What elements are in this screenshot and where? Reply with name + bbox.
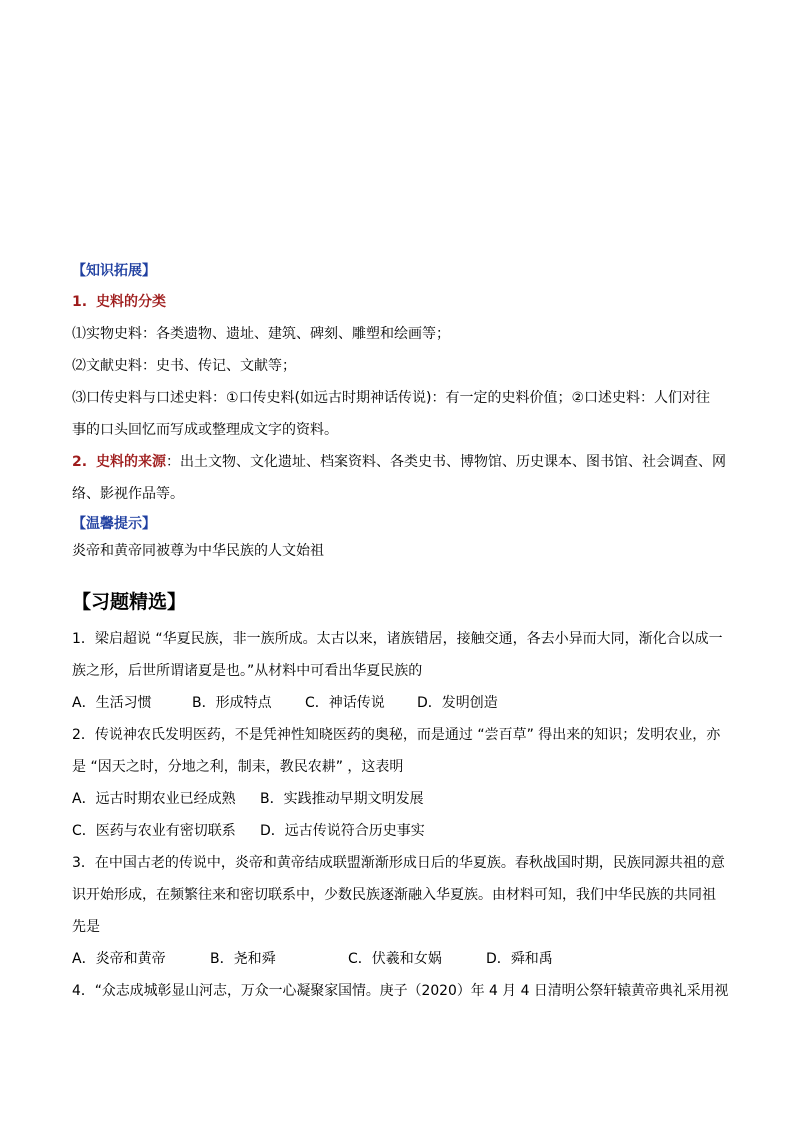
- q3-line-c: 先是: [72, 919, 100, 935]
- q2-line-b: 是 “因天之时，分地之利，制耒，教民农耕” ，这表明: [72, 759, 404, 775]
- knowledge-item-1-title: [72, 292, 166, 312]
- tip-text: 炎帝和黄帝同被尊为中华民族的人文始祖: [72, 543, 324, 559]
- item-text: ：出土文物、文化遗址、档案资料、各类史书、博物馆、历史课本、图书馆、社会调查、网: [165, 454, 726, 470]
- knowledge-sub-3-line-a: ⑶口传史料与口述史料：①口传史料(如远古时期神话传说)：有一定的史料价值；②口述史料：人们对往: [72, 390, 711, 406]
- item-title: 史料的来源: [95, 454, 166, 470]
- q1-options: [72, 693, 498, 713]
- q3-options: [72, 949, 553, 969]
- q3-option-a[interactable]: A．炎帝和黄帝: [72, 951, 166, 967]
- item-number: 1.: [72, 294, 88, 310]
- knowledge-item-2-line-b: 络、影视作品等。: [72, 486, 184, 502]
- exercises-header: 【习题精选】: [72, 591, 187, 613]
- tip-header: 【温馨提示】: [72, 516, 156, 532]
- q2-option-b[interactable]: B．实践推动早期文明发展: [260, 791, 424, 807]
- q3-line-b: 识开始形成，在频繁往来和密切联系中，少数民族逐渐融入华夏族。由材料可知，我们中华民族的共同祖: [72, 887, 716, 903]
- q2-options-row-2: [72, 821, 425, 841]
- q1-option-c[interactable]: C．神话传说: [305, 695, 385, 711]
- q3-option-b[interactable]: B．尧和舜: [210, 951, 276, 967]
- q1-option-d[interactable]: D．发明创造: [417, 695, 498, 711]
- q1-option-a[interactable]: A．生活习惯: [72, 695, 152, 711]
- item-title: 史料的分类: [95, 294, 166, 310]
- q2-option-c[interactable]: C．医药与农业有密切联系: [72, 823, 236, 839]
- q2-options-row-1: [72, 789, 424, 809]
- knowledge-header: 【知识拓展】: [72, 263, 156, 279]
- q1-line-b: 族之形，后世所谓诸夏是也。”从材料中可看出华夏民族的: [72, 663, 423, 679]
- q3-option-d[interactable]: D．舜和禹: [486, 951, 553, 967]
- knowledge-sub-1: ⑴实物史料：各类遗物、遗址、建筑、碑刻、雕塑和绘画等；: [72, 326, 450, 342]
- q3-option-c[interactable]: C．伏羲和女娲: [348, 951, 442, 967]
- knowledge-item-2: [72, 452, 726, 472]
- q1-line-a: 1．梁启超说 “华夏民族，非一族所成。太古以来，诸族错居，接触交通，各去小异而大同，渐化合以成一: [72, 631, 723, 647]
- q2-option-d[interactable]: D．远古传说符合历史事实: [260, 823, 425, 839]
- knowledge-sub-2: ⑵文献史料：史书、传记、文献等；: [72, 358, 296, 374]
- item-number: 2.: [72, 454, 88, 470]
- q2-option-a[interactable]: A．远古时期农业已经成熟: [72, 791, 236, 807]
- knowledge-sub-3-line-b: 事的口头回忆而写成或整理成文字的资料。: [72, 422, 338, 438]
- q1-option-b[interactable]: B．形成特点: [192, 695, 272, 711]
- q3-line-a: 3．在中国古老的传说中，炎帝和黄帝结成联盟渐渐形成日后的华夏族。春秋战国时期，民族同源共祖的意: [72, 855, 725, 871]
- q4-line-a: 4．“众志成城彰显山河志，万众一心凝聚家国情。庚子（2020）年 4 月 4 日清明公祭轩辕黄帝典礼采用视: [72, 983, 729, 999]
- q2-line-a: 2．传说神农氏发明医药，不是凭神性知晓医药的奥秘，而是通过 “尝百草” 得出来的知识；发明农业，亦: [72, 727, 721, 743]
